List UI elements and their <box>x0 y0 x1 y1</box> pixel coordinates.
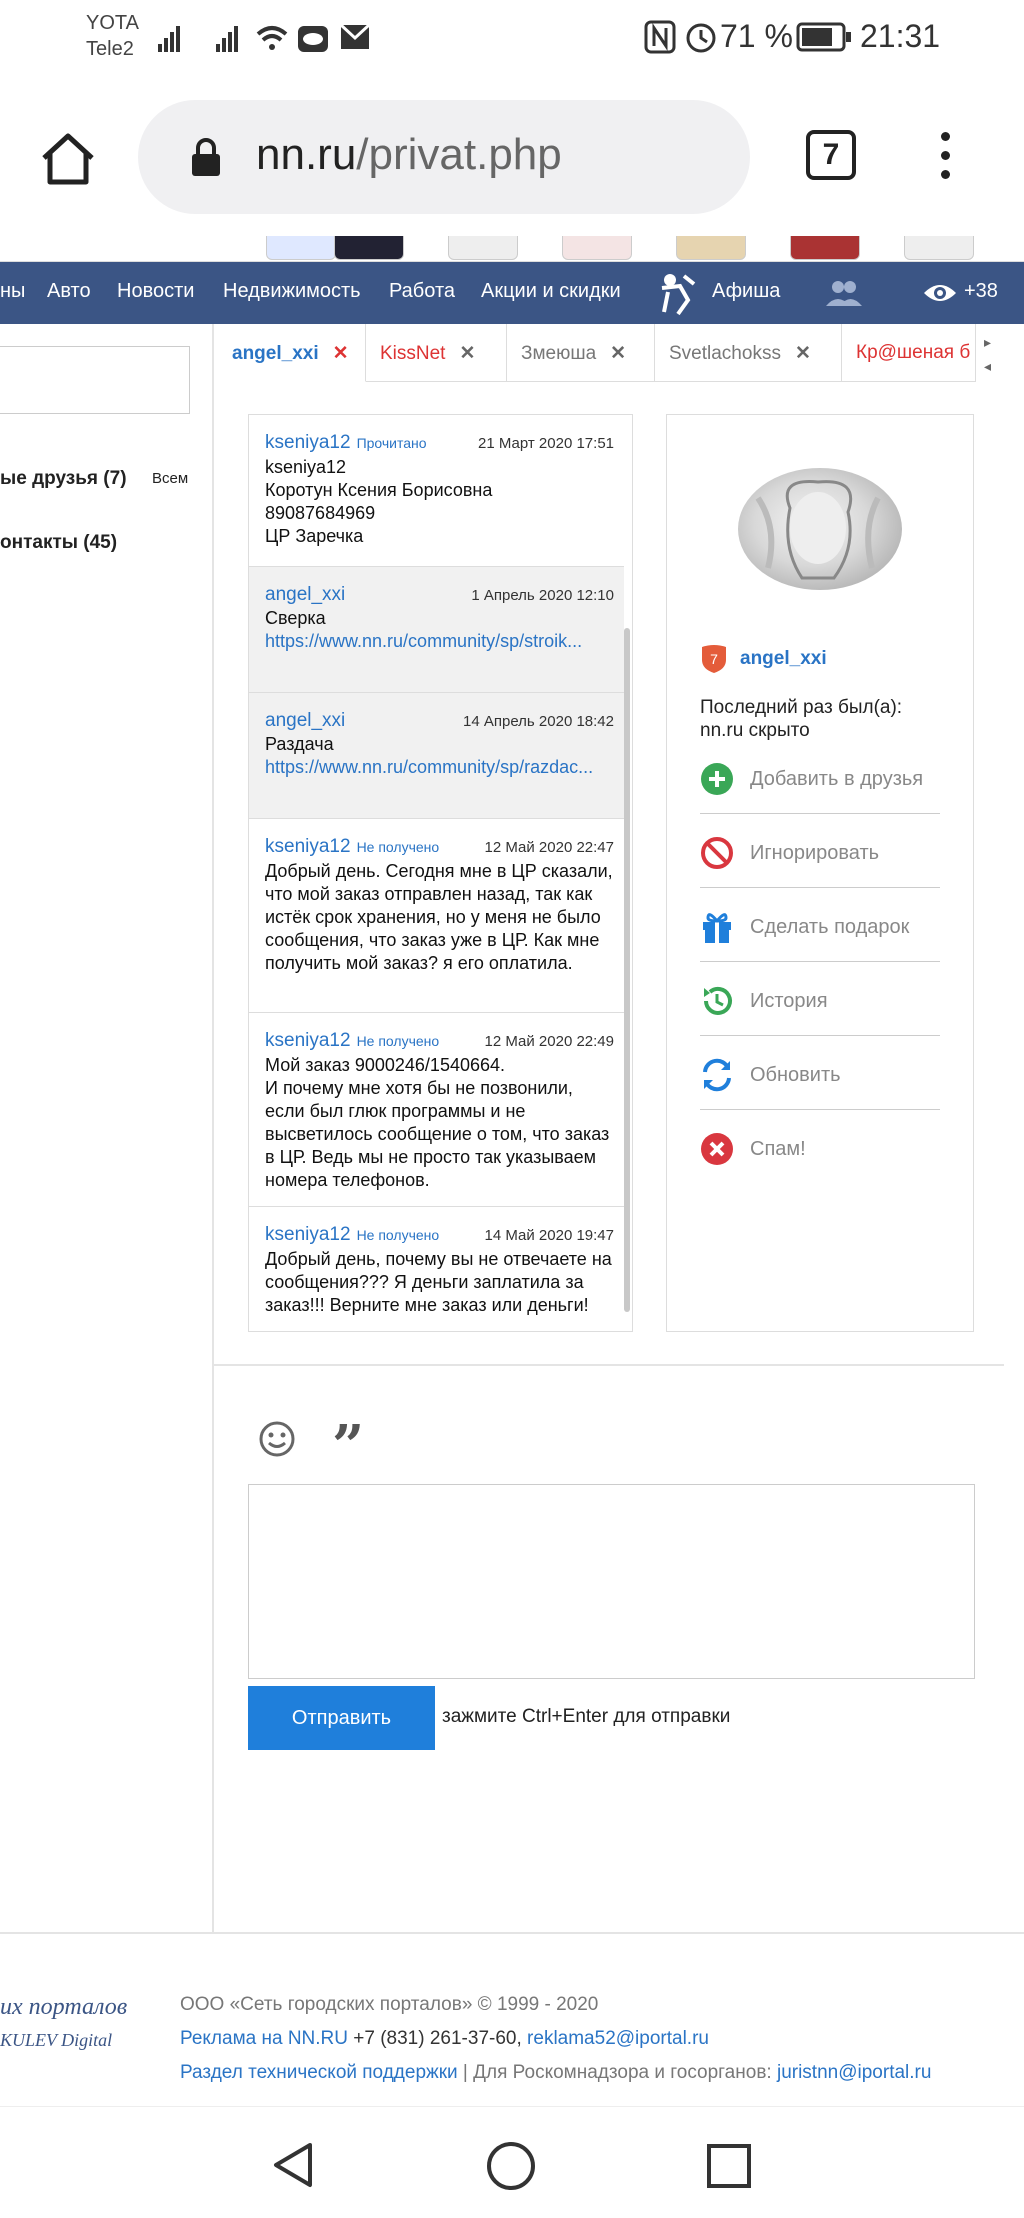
message-text: Добрый день, почему вы не отвечаете на сообщения??? Я деньги заплатила за заказ!!! Верните мне заказ или деньги! <box>265 1249 612 1315</box>
message-line: 89087684969 <box>265 503 376 523</box>
system-nav-bar <box>0 2106 1024 2218</box>
carrier-2: Tele2 <box>86 38 134 60</box>
add-friend-button[interactable] <box>700 740 940 814</box>
message-line: Коротун Ксения Борисовна <box>265 480 493 500</box>
battery-percent: 71 % <box>720 18 793 54</box>
message-body <box>265 607 616 653</box>
chat-tab-label: angel_xxi <box>232 343 319 364</box>
message-date: 14 Апрель 2020 18:42 <box>463 713 614 730</box>
message-author[interactable]: kseniya12 <box>265 1030 351 1051</box>
spam-button[interactable] <box>700 1110 940 1184</box>
footer-support <box>180 2062 931 2084</box>
thumb[interactable] <box>266 236 336 260</box>
send-button[interactable]: Отправить <box>248 1686 435 1750</box>
message-author[interactable]: angel_xxi <box>265 710 346 731</box>
home-icon[interactable] <box>38 128 98 188</box>
thumb[interactable] <box>448 236 518 260</box>
message-date: 12 Май 2020 22:47 <box>484 839 614 856</box>
message-author[interactable]: angel_xxi <box>265 584 346 605</box>
gift-icon <box>700 910 734 944</box>
afisha-icon <box>654 270 700 316</box>
contacts-link[interactable]: онтакты (45) <box>0 532 118 553</box>
last-seen-value: nn.ru скрыто <box>700 720 810 741</box>
chat-tab-svetlachokss[interactable] <box>655 324 842 382</box>
thumb[interactable] <box>790 236 860 260</box>
carrier-1: YOTA <box>86 12 139 34</box>
action-label: Сделать подарок <box>750 916 910 938</box>
rating-value: 7 <box>710 651 718 667</box>
message-link[interactable]: https://www.nn.ru/community/sp/razdac... <box>265 757 594 777</box>
message-status: Прочитано <box>356 435 427 451</box>
all-link[interactable]: Всем <box>152 470 189 487</box>
close-icon[interactable]: ✕ <box>459 343 476 364</box>
nav-item-news[interactable]: Новости <box>117 280 195 302</box>
chat-tab-zmeyusha[interactable] <box>507 324 655 382</box>
send-hint: зажмите Ctrl+Enter для отправки <box>442 1706 731 1727</box>
close-icon[interactable]: ✕ <box>610 343 627 364</box>
message-text: Раздача <box>265 734 334 754</box>
ignore-button[interactable] <box>700 814 940 888</box>
tabs-count-button[interactable]: 7 <box>806 130 856 180</box>
message-link[interactable]: https://www.nn.ru/community/sp/stroik... <box>265 631 583 651</box>
last-seen <box>700 696 902 742</box>
last-seen-label: Последний раз был(а): <box>700 697 903 718</box>
thumb[interactable] <box>562 236 632 260</box>
left-column <box>0 324 214 1932</box>
message-date: 12 Май 2020 22:49 <box>484 1033 614 1050</box>
lock-icon <box>190 138 222 178</box>
action-label: История <box>750 990 828 1012</box>
thumbnail-strip <box>0 236 1024 262</box>
ads-email-link[interactable]: reklama52@iportal.ru <box>527 2028 709 2049</box>
close-icon[interactable]: ✕ <box>794 343 811 364</box>
message-status: Не получено <box>356 839 440 855</box>
action-label: Спам! <box>750 1138 806 1160</box>
message-item <box>249 819 624 1013</box>
thumb[interactable] <box>334 236 404 260</box>
message-item <box>249 693 624 819</box>
history-icon <box>700 984 734 1018</box>
smiley-icon[interactable] <box>258 1420 296 1458</box>
chat-tab-label: Svetlachokss <box>669 343 781 364</box>
message-author[interactable]: kseniya12 <box>265 1224 351 1245</box>
home-circle-icon[interactable] <box>486 2141 536 2191</box>
nav-item-auto[interactable]: Авто <box>47 280 91 302</box>
message-text: Сверка <box>265 608 326 628</box>
rating-shield-icon <box>700 644 728 674</box>
footer-ads <box>180 2028 709 2050</box>
chat-tab-label: Кр@шеная б <box>856 342 971 363</box>
message-item <box>249 1207 624 1332</box>
message-item <box>249 1013 624 1207</box>
tab-scroll-arrows[interactable]: ▸ ◂ <box>984 334 992 374</box>
thumb[interactable] <box>676 236 746 260</box>
message-text: Мой заказ 9000246/1540664. <box>265 1055 506 1075</box>
refresh-button[interactable] <box>700 1036 940 1110</box>
message-body <box>265 1054 616 1192</box>
ads-link[interactable]: Реклама на NN.RU <box>180 2028 348 2049</box>
message-author[interactable]: kseniya12 <box>265 432 351 453</box>
views-counter: +38 <box>964 280 998 302</box>
footer-logo-subtext: KULEV Digital <box>0 2030 113 2050</box>
action-label: Добавить в друзья <box>750 768 924 790</box>
message-date: 14 Май 2020 19:47 <box>484 1227 614 1244</box>
support-link[interactable]: Раздел технической поддержки <box>180 2062 458 2083</box>
message-date: 1 Апрель 2020 12:10 <box>471 587 614 604</box>
chat-tab-krashenaya[interactable] <box>842 324 976 382</box>
ads-phone: +7 (831) 261-37-60, <box>348 2028 528 2049</box>
back-icon[interactable] <box>270 2141 316 2189</box>
nav-item[interactable]: ны <box>0 280 26 302</box>
clock: 21:31 <box>860 18 941 54</box>
message-text: И почему мне хотя бы не позвонили, если был глюк программы и не высветилось сообщение о том, что заказ в ЦР. Ведь мы не просто так указываем номера телефонов. <box>265 1078 610 1190</box>
alarm-icon <box>684 20 718 54</box>
recents-icon[interactable] <box>706 2143 752 2189</box>
message-line: ЦР Заречка <box>265 526 364 546</box>
users-icon[interactable] <box>826 278 862 308</box>
profile-username[interactable]: angel_xxi <box>740 648 827 669</box>
avatar <box>738 468 902 590</box>
nav-item-afisha[interactable]: Афиша <box>712 280 781 302</box>
chat-tab-angel-xxi[interactable] <box>218 324 366 382</box>
message-status: Не получено <box>356 1227 440 1243</box>
messages-scrollbar[interactable] <box>624 628 630 1312</box>
message-date: 21 Март 2020 17:51 <box>478 435 614 452</box>
nav-item-jobs[interactable]: Работа <box>389 280 455 302</box>
message-text: Добрый день. Сегодня мне в ЦР сказали, что мой заказ отправлен назад, так как истёк срок хранения, но у меня не было сообщения, что заказ уже в ЦР. Как мне получить мой заказ? я его оплатила. <box>265 861 613 973</box>
battery-icon <box>796 22 852 52</box>
message-body <box>265 733 616 779</box>
avatar-image <box>738 468 902 590</box>
left-search-input[interactable] <box>0 346 190 414</box>
signal-wifi-icons <box>156 22 356 54</box>
url-path: /privat.php <box>356 130 562 179</box>
carrier-label <box>86 10 139 62</box>
messages-panel <box>248 414 633 1332</box>
message-body <box>265 456 616 548</box>
chat-tab-kissnet[interactable] <box>366 324 507 382</box>
url-text[interactable] <box>256 130 562 180</box>
divider <box>214 1364 1004 1366</box>
plus-circle-icon <box>700 762 734 796</box>
menu-icon[interactable] <box>930 132 960 184</box>
message-author[interactable]: kseniya12 <box>265 836 351 857</box>
history-button[interactable] <box>700 962 940 1036</box>
action-label: Игнорировать <box>750 842 880 864</box>
footer-logo-text: их порталов <box>0 1994 128 2020</box>
message-status: Не получено <box>356 1033 440 1049</box>
block-icon <box>700 836 734 870</box>
friends-link[interactable]: ые друзья (7) <box>0 468 127 489</box>
support-separator: | Для Роскомнадзора и госорганов: <box>457 2062 777 2083</box>
chat-tab-label: KissNet <box>380 343 446 364</box>
nav-item-deals[interactable]: Акции и скидки <box>481 280 621 302</box>
close-circle-icon <box>700 1132 734 1166</box>
nfc-icon <box>644 20 676 54</box>
url-domain: nn.ru <box>256 130 357 179</box>
mail-icon <box>340 24 370 50</box>
thumb[interactable] <box>904 236 974 260</box>
message-line: kseniya12 <box>265 457 347 477</box>
message-item <box>249 415 624 567</box>
quote-icon[interactable]: ” <box>332 1413 365 1479</box>
eye-icon[interactable] <box>922 280 958 306</box>
message-item <box>249 567 624 693</box>
site-nav <box>0 262 1024 324</box>
support-email-link[interactable]: juristnn@iportal.ru <box>776 2062 932 2083</box>
action-label: Обновить <box>750 1064 841 1086</box>
gift-button[interactable] <box>700 888 940 962</box>
chat-tab-label: Змеюша <box>521 343 597 364</box>
refresh-icon <box>700 1058 734 1092</box>
footer-copyright: ООО «Сеть городских порталов» © 1999 - 2020 <box>180 1994 599 2015</box>
nav-item-realty[interactable]: Недвижимость <box>223 280 361 302</box>
message-textarea[interactable] <box>248 1484 975 1679</box>
footer-divider <box>0 1932 1024 1934</box>
close-icon[interactable]: ✕ <box>332 343 349 364</box>
